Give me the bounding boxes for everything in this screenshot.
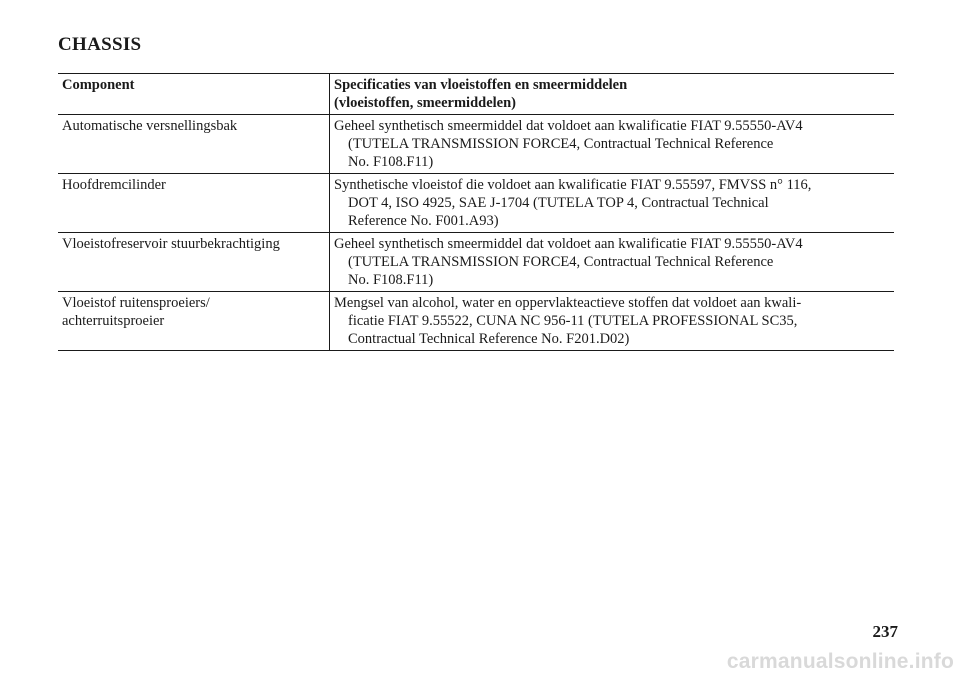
spec-line: No. F108.F11) <box>348 272 434 288</box>
component-line: Automatische versnellingsbak <box>62 118 238 134</box>
watermark-logo: carmanualsonline.info <box>726 650 954 673</box>
component-line: Vloeistof ruitensproeiers/ <box>62 295 210 311</box>
spec-line: No. F108.F11) <box>348 154 434 170</box>
spec-line: Geheel synthetisch smeermiddel dat voldoet aan kwalificatie FIAT 9.55550-AV4 <box>334 118 803 134</box>
table-row <box>58 292 894 351</box>
section-title: CHASSIS <box>58 34 142 55</box>
table-row <box>58 233 894 292</box>
spec-line: Reference No. F001.A93) <box>348 213 499 229</box>
spec-line: Mengsel van alcohol, water en oppervlakteactieve stoffen dat voldoet aan kwali- <box>334 295 802 311</box>
table-row <box>58 115 894 174</box>
header-specifications <box>330 74 895 115</box>
spec-line: (TUTELA TRANSMISSION FORCE4, Contractual Technical Reference <box>348 136 774 152</box>
spec-cell <box>330 233 895 292</box>
header-spec-line: Specificaties van vloeistoffen en smeermiddelen <box>334 77 628 93</box>
component-cell <box>58 115 330 174</box>
page-number: 237 <box>872 622 898 641</box>
spec-cell <box>330 174 895 233</box>
spec-line: Contractual Technical Reference No. F201.D02) <box>348 331 630 347</box>
header-spec-line: (vloeistoffen, smeermiddelen) <box>334 95 517 111</box>
table-header-row <box>58 74 894 115</box>
spec-cell <box>330 292 895 351</box>
component-line: Hoofdremcilinder <box>62 177 166 193</box>
component-line: achterruitsproeier <box>62 313 165 329</box>
component-cell <box>58 292 330 351</box>
spec-line: Geheel synthetisch smeermiddel dat voldoet aan kwalificatie FIAT 9.55550-AV4 <box>334 236 803 252</box>
spec-cell <box>330 115 895 174</box>
component-cell <box>58 174 330 233</box>
spec-line: ficatie FIAT 9.55522, CUNA NC 956-11 (TUTELA PROFESSIONAL SC35, <box>348 313 798 329</box>
spec-line: DOT 4, ISO 4925, SAE J-1704 (TUTELA TOP 4, Contractual Technical <box>348 195 769 211</box>
fluid-spec-table <box>58 73 894 351</box>
component-line: Vloeistofreservoir stuurbekrachtiging <box>62 236 280 252</box>
component-cell <box>58 233 330 292</box>
table-row <box>58 174 894 233</box>
spec-line: Synthetische vloeistof die voldoet aan kwalificatie FIAT 9.55597, FMVSS n° 116, <box>334 177 812 193</box>
header-component: Component <box>58 74 330 115</box>
spec-line: (TUTELA TRANSMISSION FORCE4, Contractual Technical Reference <box>348 254 774 270</box>
